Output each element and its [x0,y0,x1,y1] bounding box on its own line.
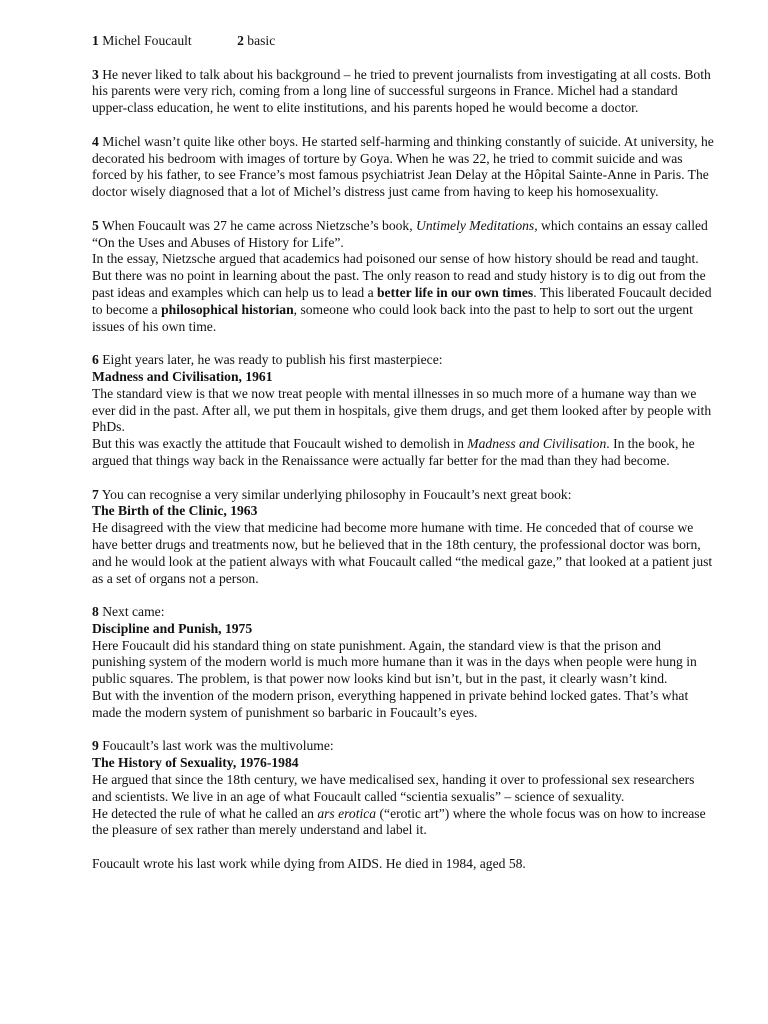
paragraph-8-body: Here Foucault did his standard thing on state punishment. Again, the standard view is that the prison and punishing system of the modern world is much more humane than it was in the days when people were hung in public squares. The problem, is that power now looks kind but isn’t, but in the past, it clearly wasn’t kind. [92,637,697,687]
paragraph-3 [92,67,714,117]
paragraph-6-number: 6 [92,352,99,368]
paragraph-8 [92,604,714,722]
paragraph-7-body: He disagreed with the view that medicine had become more humane with time. He conceded that of course we have better drugs and treatments now, but he believed that in the 18th century, the professional doctor was born, and he would look at the patient always with what Foucault called “the medical gaze,” that looked at a patient just as a set of organs not a person. [92,520,713,586]
paragraph-5-body-c: , someone who could look back into the past to help to sort out the urgent issues of his own time. [92,301,693,334]
paragraph-6 [92,352,714,470]
paragraph-5-bold-2: philosophical historian [161,301,294,317]
paragraph-6-italic-title: Madness and Civilisation [467,436,607,452]
paragraph-9-body-2a: He detected the rule of what he called an [92,805,318,821]
paragraph-6-intro-line [92,352,714,369]
paragraph-4-number: 4 [92,133,99,149]
paragraph-7-intro-line [92,487,714,504]
paragraph-7 [92,487,714,588]
paragraph-6-body: The standard view is that we now treat people with mental illnesses in so much more of a humane way than we ever did in the past. After all, we put them in hospitals, give them drugs, and get them looked after by people with PhDs. [92,385,712,435]
paragraph-9 [92,738,714,839]
paragraph-8-intro: Next came: [102,604,165,620]
header-number-1: 1 [92,33,99,48]
paragraph-6-intro: Eight years later, he was ready to publish his first masterpiece: [102,352,443,368]
document-page [92,33,714,890]
paragraph-6-body-2 [92,436,714,470]
paragraph-9-body-2b: (“erotic art”) where the whole focus was on how to increase the pleasure of sex rather than merely understand and label it. [92,805,706,838]
paragraph-5-body-b: . This liberated Foucault decided to become a [92,284,712,317]
paragraph-6-work-title: Madness and Civilisation, 1961 [92,368,273,384]
header-level: basic [247,33,276,48]
paragraph-5-intro [92,218,714,252]
paragraph-5-book-title: Untimely Meditations [416,217,535,233]
paragraph-6-body-2b: . In the book, he argued that things way back in the Renaissance were actually far better for the mad than they had become. [92,436,695,468]
paragraph-9-work-title: The History of Sexuality, 1976-1984 [92,755,299,771]
paragraph-5-intro-b: , which contains an essay called “On the Uses and Abuses of History for Life”. [92,217,708,250]
paragraph-9-intro-line [92,738,714,755]
paragraph-9-intro: Foucault’s last work was the multivolume: [102,738,334,754]
paragraph-5-body [92,251,714,335]
paragraph-9-body-2 [92,806,714,840]
paragraph-9-body: He argued that since the 18th century, we have medicalised sex, handing it over to professional sex researchers and scientists. We live in an age of what Foucault called “scientia sexualis” – science of sexuality. [92,772,695,804]
paragraph-5-number: 5 [92,217,99,233]
paragraph-4 [92,134,714,201]
paragraph-8-number: 8 [92,604,99,620]
paragraph-8-work-title: Discipline and Punish, 1975 [92,620,253,636]
header-number-2: 2 [237,33,244,48]
paragraph-9-number: 9 [92,738,99,754]
paragraph-7-intro: You can recognise a very similar underlying philosophy in Foucault’s next great book: [101,486,572,502]
document-header [92,33,714,50]
paragraph-8-intro-line [92,604,714,621]
header-title: Michel Foucault [102,33,192,48]
paragraph-4-text: Michel wasn’t quite like other boys. He started self-harming and thinking constantly of suicide. At university, he decorated his bedroom with images of torture by Goya. When he was 22, he tried to commit suicide and was forced by his father, to see France’s most famous psychiatrist Jean Delay at the Hôpital Sainte-Anne in Paris. The doctor wisely diagnosed that a lot of Michel’s distress just came from having to keep his homosexuality. [92,133,714,200]
paragraph-5-body-a: In the essay, Nietzsche argued that academics had poisoned our sense of how history should be read and taught. But there was no point in learning about the past. The only reason to read and study history is to dig out from the past ideas and examples which can help us to lead a [92,251,706,300]
paragraph-3-number: 3 [92,66,99,82]
paragraph-7-number: 7 [92,486,99,502]
closing-paragraph: Foucault wrote his last work while dying from AIDS. He died in 1984, aged 58. [92,856,526,872]
paragraph-5 [92,218,714,336]
paragraph-9-italic-term: ars erotica [317,805,377,821]
paragraph-8-body-2: But with the invention of the modern prison, everything happened in private behind locked gates. That’s what made the modern system of punishment so barbaric in Foucault’s eyes. [92,688,689,720]
paragraph-7-work-title: The Birth of the Clinic, 1963 [92,503,258,519]
paragraph-5-intro-a: When Foucault was 27 he came across Nietzsche’s book, [101,217,417,233]
paragraph-5-bold-1: better life in our own times [377,284,534,300]
paragraph-6-body-2a: But this was exactly the attitude that Foucault wished to demolish in [92,436,468,452]
paragraph-3-text: He never liked to talk about his background – he tried to prevent journalists from investigating at all costs. Both his parents were very rich, coming from a long line of successful surgeons in France. Michel had a standard upper-class education, he went to elite institutions, and his parents hoped he would become a doctor. [92,66,711,116]
